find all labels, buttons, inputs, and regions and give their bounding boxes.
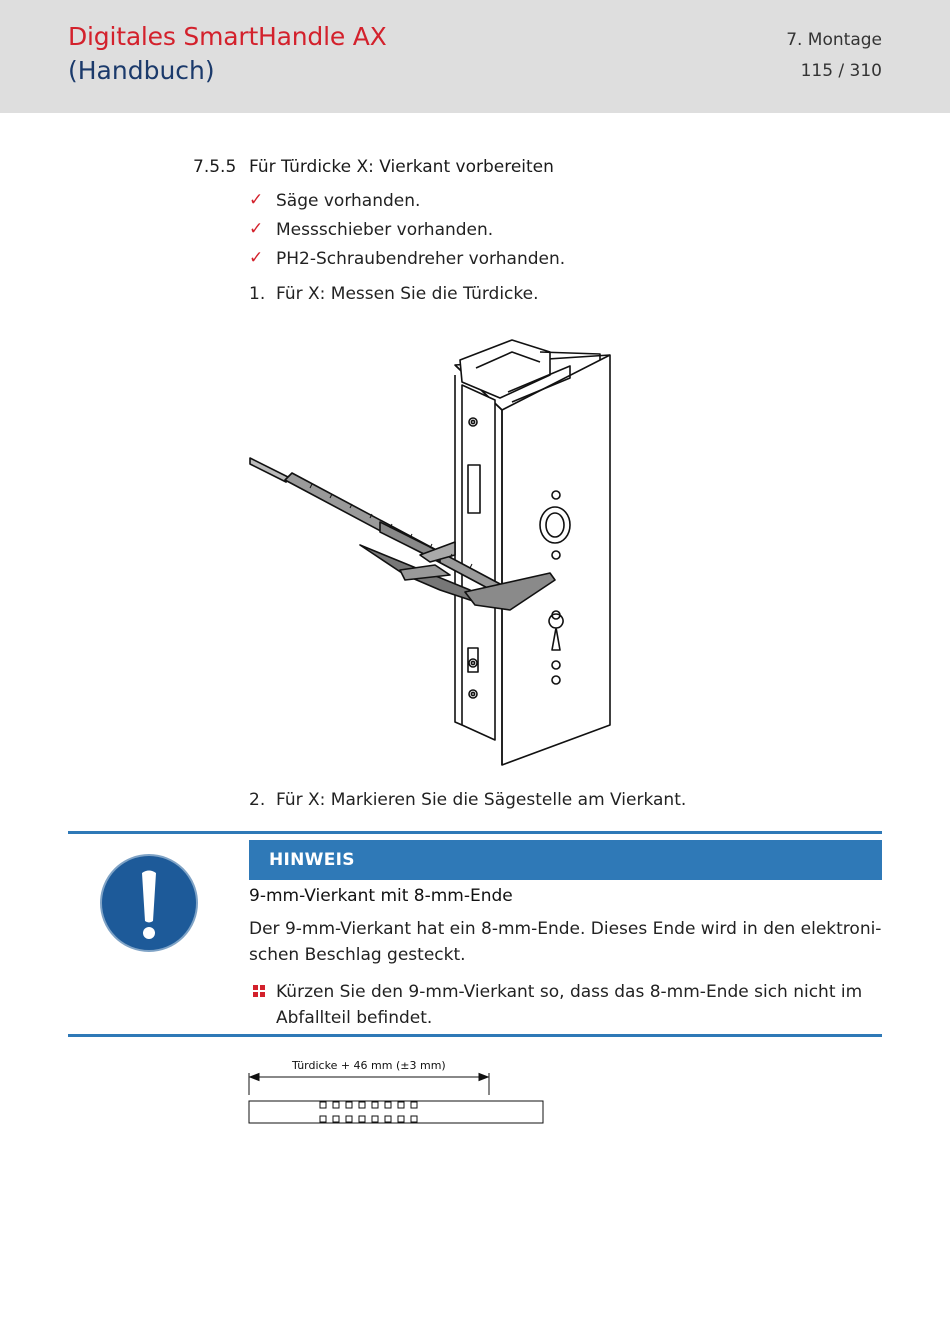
step-number: 1.: [249, 284, 266, 304]
page-header: [0, 0, 950, 113]
exclamation-icon: [99, 853, 199, 953]
page-number: 115 / 310: [800, 61, 882, 81]
checkmark-icon: ✓: [249, 248, 264, 268]
step-text: Für X: Markieren Sie die Sägestelle am Vierkant.: [276, 790, 687, 810]
note-subtitle: 9-mm-Vierkant mit 8-mm-Ende: [249, 886, 513, 906]
note-action-item: Kürzen Sie den 9-mm-Vierkant so, dass das 8-mm-Ende sich nicht im Abfallteil befindet.: [249, 979, 889, 1031]
document-subtitle: (Handbuch): [68, 56, 215, 85]
section-title: Für Türdicke X: Vierkant vorbereiten: [249, 157, 554, 177]
checkmark-icon: ✓: [249, 219, 264, 239]
door-thickness-measurement-illustration: [240, 330, 620, 770]
step-text: Für X: Messen Sie die Türdicke.: [276, 284, 539, 304]
document-title: Digitales SmartHandle AX: [68, 22, 387, 51]
checkmark-icon: ✓: [249, 190, 264, 210]
section-number: 7.5.5: [193, 157, 237, 177]
chapter-label: 7. Montage: [786, 30, 882, 50]
note-header-bar: [249, 840, 882, 880]
note-body: Der 9-mm-Vierkant hat ein 8-mm-Ende. Dieses Ende wird in den elektroni-schen Beschlag gesteckt.: [249, 919, 882, 965]
note-top-rule: [68, 831, 882, 834]
note-label: HINWEIS: [269, 850, 355, 870]
step-number: 2.: [249, 790, 266, 810]
dimension-label: Türdicke + 46 mm (±3 mm): [292, 1059, 446, 1072]
action-bullet-icon: [253, 985, 265, 997]
square-spindle-dimension-figure: [245, 1055, 555, 1130]
note-bottom-rule: [68, 1034, 882, 1037]
